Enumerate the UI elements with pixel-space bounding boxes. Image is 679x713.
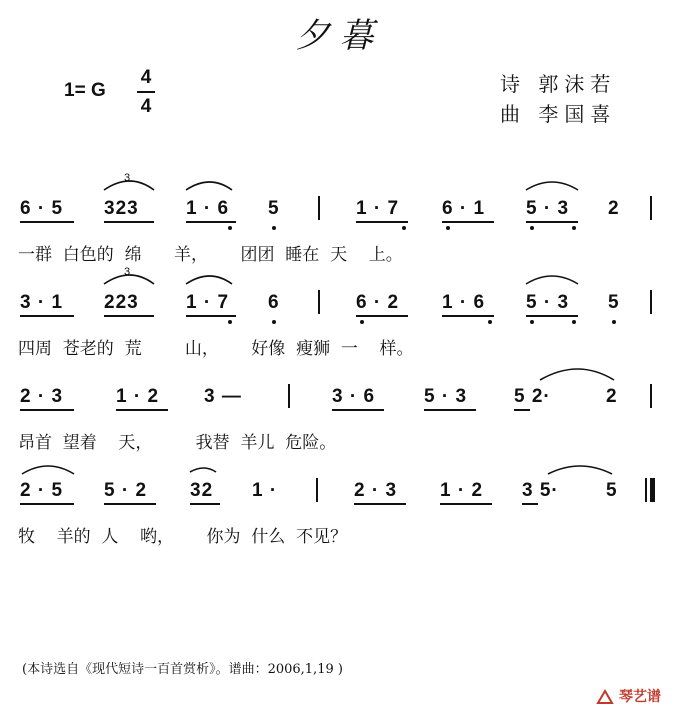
barline <box>650 384 652 408</box>
beam-line <box>526 315 578 317</box>
note-group: 3 · 1 <box>20 292 64 313</box>
composer-credit: 曲 李国喜 <box>500 102 617 126</box>
time-signature-top: 4 <box>140 67 152 88</box>
octave-dot <box>612 320 616 324</box>
octave-dot <box>572 320 576 324</box>
time-signature-divider <box>137 91 155 93</box>
barline <box>318 196 320 220</box>
note-group: 6 · 2 <box>356 292 400 313</box>
logo-text: 琴艺谱 <box>619 689 661 705</box>
key-signature: 1= G <box>64 80 106 101</box>
note-group: 2 <box>606 386 618 407</box>
time-signature-bottom: 4 <box>140 96 152 117</box>
beam-line <box>190 503 220 505</box>
note-group: 5 · 3 <box>526 198 570 219</box>
beam-line <box>442 221 494 223</box>
beam-line <box>522 503 538 505</box>
lyric-line-1: 一群 白色的 绵 羊， 团团 睡在 天 上。 <box>18 245 403 265</box>
note-group: 1 · 7 <box>186 292 230 313</box>
final-barline <box>650 478 655 502</box>
note-group: 1 · 6 <box>442 292 486 313</box>
octave-dot <box>228 320 232 324</box>
beam-line <box>514 409 530 411</box>
beam-line <box>104 315 154 317</box>
note-group: 2 · 3 <box>20 386 64 407</box>
beam-line <box>354 503 406 505</box>
score-line-4 <box>0 480 679 506</box>
barline <box>316 478 318 502</box>
barline <box>318 290 320 314</box>
octave-dot <box>530 226 534 230</box>
lyric-line-4: 牧 羊的 人 哟， 你为 什么 不见？ <box>18 527 348 547</box>
note-group: 1 · 2 <box>440 480 484 501</box>
slur-marks <box>0 452 679 482</box>
note-group: 5 · 2 <box>104 480 148 501</box>
beam-line <box>442 315 494 317</box>
note-group: 5 <box>606 480 618 501</box>
note-group: 5 <box>268 198 280 219</box>
note-group: 1 · 2 <box>116 386 160 407</box>
octave-dot <box>272 320 276 324</box>
site-logo <box>596 686 661 706</box>
lyricist-credit: 诗 郭沫若 <box>500 72 617 96</box>
note-group: 6 · 5 <box>20 198 64 219</box>
barline <box>288 384 290 408</box>
beam-line <box>424 409 476 411</box>
beam-line <box>20 503 74 505</box>
score-line-2 <box>0 266 679 318</box>
note-group: 6 · 1 <box>442 198 486 219</box>
barline <box>650 290 652 314</box>
slur-marks <box>0 358 679 388</box>
note-group: 32 <box>190 480 214 501</box>
note-group: 5 · 3 <box>526 292 570 313</box>
beam-line <box>186 221 236 223</box>
beam-line <box>20 409 74 411</box>
note-group: 3 5· <box>522 480 559 501</box>
octave-dot <box>272 226 276 230</box>
note-group: 2 · 3 <box>354 480 398 501</box>
note-group: 3 — <box>204 386 242 407</box>
note-group: 3 · 6 <box>332 386 376 407</box>
note-group: 2 · 5 <box>20 480 64 501</box>
octave-dot <box>572 226 576 230</box>
note-group: 5 · 3 <box>424 386 468 407</box>
octave-dot <box>446 226 450 230</box>
octave-dot <box>360 320 364 324</box>
score-line-3 <box>0 386 679 412</box>
octave-dot <box>530 320 534 324</box>
beam-line <box>356 221 408 223</box>
note-group: 2 <box>608 198 620 219</box>
note-group: 1 · 6 <box>186 198 230 219</box>
source-note: (本诗选自《现代短诗一百首赏析》。谱曲：2006,1,19 ) <box>22 662 343 677</box>
song-title: 夕暮 <box>295 16 384 56</box>
barline <box>650 196 652 220</box>
beam-line <box>20 221 74 223</box>
score-line-1 <box>0 172 679 224</box>
note-group: 223 <box>104 292 139 313</box>
beam-line <box>104 503 156 505</box>
octave-dot <box>488 320 492 324</box>
beam-line <box>356 315 408 317</box>
beam-line <box>332 409 384 411</box>
beam-line <box>526 221 578 223</box>
note-group: 5 2· <box>514 386 551 407</box>
beam-line <box>116 409 168 411</box>
beam-line <box>440 503 492 505</box>
note-group: 6 <box>268 292 280 313</box>
final-barline-thin <box>645 478 647 502</box>
octave-dot <box>228 226 232 230</box>
beam-line <box>104 221 154 223</box>
slur-marks <box>0 264 679 294</box>
slur-marks <box>0 170 679 200</box>
note-group: 5 <box>608 292 620 313</box>
note-group: 1 · 7 <box>356 198 400 219</box>
octave-dot <box>402 226 406 230</box>
triplet-mark: 3 <box>124 266 131 278</box>
beam-line <box>186 315 236 317</box>
beam-line <box>20 315 74 317</box>
note-group: 1 · <box>252 480 278 501</box>
lyric-line-2: 四周 苍老的 荒 山， 好像 瘦狮 一 样。 <box>18 339 414 359</box>
triplet-mark: 3 <box>124 172 131 184</box>
lyric-line-3: 昂首 望着 天， 我替 羊儿 危险。 <box>18 433 337 453</box>
note-group: 323 <box>104 198 139 219</box>
logo-icon <box>596 689 614 705</box>
